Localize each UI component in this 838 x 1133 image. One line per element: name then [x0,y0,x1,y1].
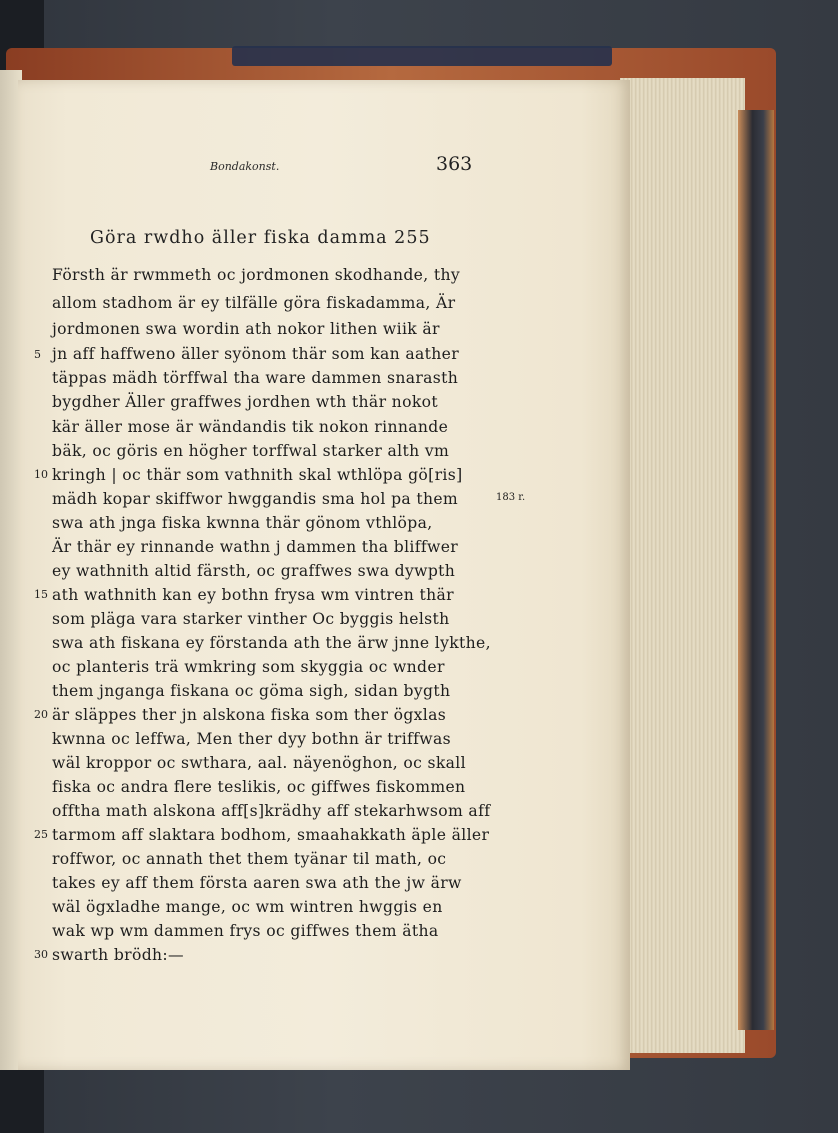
text-line: wäl kroppor oc swthara, aal. näyenöghon, oc skall [52,754,466,772]
text-line: allom stadhom är ey tilfälle göra fiskadamma, Är [52,294,456,312]
text-line: takes ey aff them första aaren swa ath the jw ärw [52,874,462,892]
text-line: täppas mädh törffwal tha ware dammen snarasth [52,369,459,387]
text-line: är släppes ther jn alskona fiska som ther ögxlas [52,706,447,724]
line-number: 30 [34,948,48,961]
text-line: roffwor, oc annath thet them tyänar til math, oc [52,850,447,868]
text-line: wak wp wm dammen frys oc giffwes them ätha [52,922,439,940]
spine-band [232,46,612,66]
text-line: som pläga vara starker vinther Oc byggis helsth [52,610,450,628]
text-line: kär äller mose är wändandis tik nokon rinnande [52,418,449,436]
text-line: fiska oc andra flere teslikis, oc giffwes fiskommen [52,778,466,796]
text-line: bäk, oc göris en högher torffwal starker alth vm [52,442,450,460]
text-line: Är thär ey rinnande wathn j dammen tha bliffwer [52,538,459,556]
text-line: Försth är rwmmeth oc jordmonen skodhande, thy [52,266,461,284]
margin-note: 183 r. [496,492,526,503]
text-line: them jnganga fiskana oc göma sigh, sidan bygth [52,682,451,700]
text-line: wäl ögxladhe mange, oc wm wintren hwggis en [52,898,443,916]
text-line: bygdher Äller graffwes jordhen wth thär nokot [52,393,438,411]
cover-edge [738,110,774,1030]
text-line: kringh | oc thär som vathnith skal wthlöpa gö[ris] [52,466,463,484]
section-title: Göra rwdho äller fiska damma 255 [90,228,431,248]
text-line: mädh kopar skiffwor hwggandis sma hol pa them [52,490,459,508]
line-number: 5 [34,348,41,361]
running-head: Bondakonst. [210,160,280,173]
text-line: tarmom aff slaktara bodhom, smaahakkath äple äller [52,826,490,844]
text-line: swarth brödh:— [52,946,184,964]
line-number: 15 [34,588,48,601]
line-number: 25 [34,828,48,841]
text-line: swa ath jnga fiska kwnna thär gönom vthlöpa, [52,514,433,532]
line-number: 20 [34,708,48,721]
text-line: oc planteris trä wmkring som skyggia oc wnder [52,658,445,676]
text-line: kwnna oc leffwa, Men ther dyy bothn är triffwas [52,730,451,748]
line-number: 10 [34,468,48,481]
page-stack [620,78,745,1053]
page-number: 363 [436,153,473,175]
text-line: jordmonen swa wordin ath nokor lithen wiik är [52,320,440,338]
text-line: offtha math alskona aff[s]krädhy aff stekarhwsom aff [52,802,491,820]
text-line: ey wathnith altid färsth, oc graffwes swa dywpth [52,562,456,580]
text-line: jn aff haffweno äller syönom thär som kan aather [52,345,460,363]
text-line: ath wathnith kan ey bothn frysa wm vintren thär [52,586,454,604]
text-line: swa ath fiskana ey förstanda ath the ärw jnne lykthe, [52,634,491,652]
